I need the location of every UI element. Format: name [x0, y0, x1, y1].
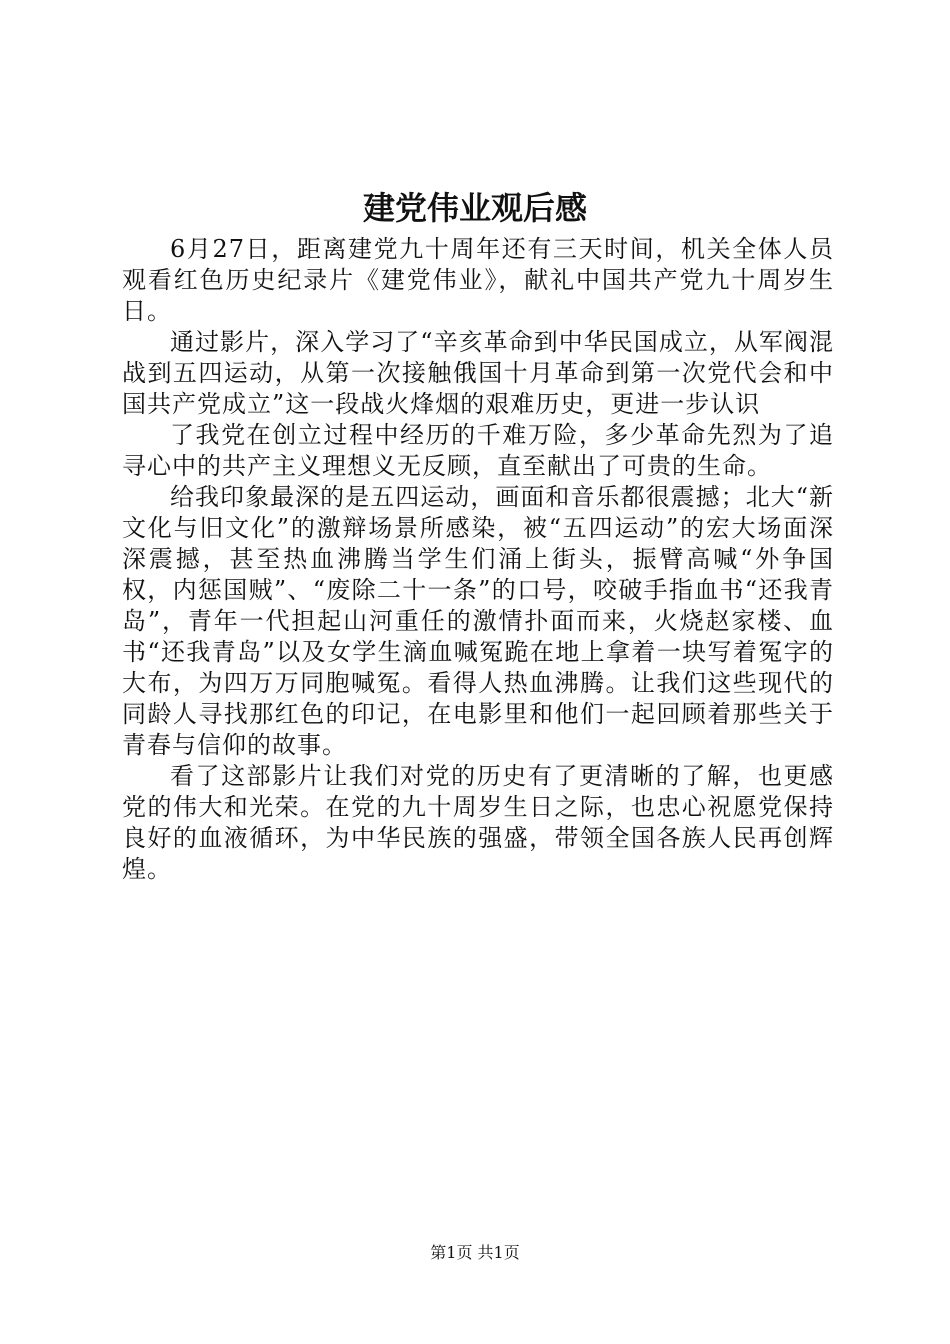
- document-body: [122, 234, 834, 885]
- paragraph-2: 通过影片，深入学习了“辛亥革命到中华民国成立，从军阀混战到五四运动，从第一次接触俄国十月革命到第一次党代会和中国共产党成立”这一段战火烽烟的艰难历史，更进一步认识: [122, 328, 834, 418]
- paragraph-3: 了我党在创立过程中经历的千难万险，多少革命先烈为了追寻心中的共产主义理想义无反顾，直至献出了可贵的生命。: [122, 421, 834, 480]
- paragraph-1: 6月27日，距离建党九十周年还有三天时间，机关全体人员观看红色历史纪录片《建党伟业》，献礼中国共产党九十周岁生日。: [122, 235, 834, 325]
- page-footer: 第1页 共1页: [430, 1243, 520, 1262]
- paragraph-5: 看了这部影片让我们对党的历史有了更清晰的了解，也更感党的伟大和光荣。在党的九十周岁生日之际，也忠心祝愿党保持良好的血液循环，为中华民族的强盛，带领全国各族人民再创辉煌。: [122, 762, 834, 883]
- paragraph-4: 给我印象最深的是五四运动，画面和音乐都很震撼；北大“新文化与旧文化”的激辩场景所感染，被“五四运动”的宏大场面深深震撼，甚至热血沸腾当学生们涌上街头，振臂高喊“外争国权，内惩国贼”、“废除二十一条”的口号，咬破手指血书“还我青岛”，青年一代担起山河重任的激情扑面而来，火烧赵家楼、血书“还我青岛”以及女学生滴血喊冤跪在地上拿着一块写着冤字的大布，为四万万同胞喊冤。看得人热血沸腾。让我们这些现代的同龄人寻找那红色的印记，在电影里和他们一起回顾着那些关于青春与信仰的故事。: [122, 483, 834, 759]
- document-title: 建党伟业观后感: [362, 189, 587, 227]
